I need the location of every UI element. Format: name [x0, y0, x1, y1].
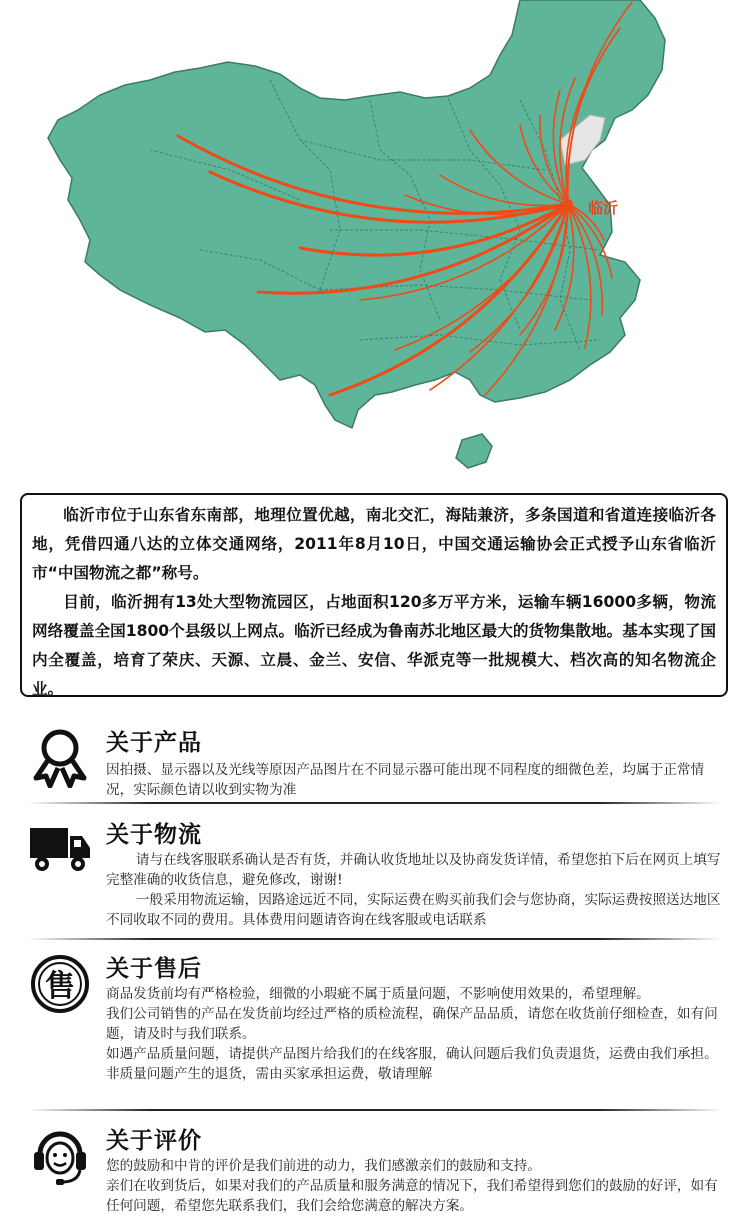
section-paragraph: 一般采用物流运输，因路途远近不同，实际运费在购买前我们会与您协商，实际运费按照送达地区不同收取不同的费用。具体费用问题请咨询在线客服或电话联系: [106, 892, 721, 928]
section-paragraph: 请与在线客服联系确认是否有货，并确认收货地址以及协商发货详情，希望您拍下后在网页上填写完整准确的收货信息，避免修改，谢谢!: [106, 852, 721, 888]
section-title: 关于物流: [106, 822, 202, 848]
award-ribbon-icon: [28, 724, 92, 788]
section-paragraph: 因拍摄、显示器以及光线等原因产品图片在不同显示器可能出现不同程度的细微色差，均属于正常情况，实际颜色请以收到实物为准: [106, 762, 705, 798]
linyi-hub-marker: [563, 199, 573, 209]
section-title: 关于售后: [106, 956, 202, 982]
section-title: 关于产品: [106, 730, 202, 756]
section-body: [106, 984, 724, 1084]
section-paragraph: 商品发货前均有严格检验，细微的小瑕疵不属于质量问题，不影响使用效果的，希望理解。: [106, 986, 650, 1002]
delivery-truck-icon: [28, 818, 92, 882]
section-title: 关于评价: [106, 1128, 202, 1154]
section-divider: [28, 1109, 722, 1111]
intro-text-box: [20, 493, 728, 697]
section-body: [106, 850, 724, 930]
section-divider: [28, 802, 722, 804]
section-paragraph: 如遇产品质量问题，请提供产品图片给我们的在线客服，确认问题后我们负责退货，运费由我们承担。非质量问题产生的退货，需由买家承担运费，敬请理解: [106, 1046, 718, 1082]
after-sales-badge-icon: [28, 952, 92, 1016]
city-label-linyi: 临沂: [588, 199, 619, 217]
section-body: [106, 1156, 724, 1216]
china-logistics-map: [0, 0, 750, 480]
section-divider: [28, 938, 722, 940]
section-paragraph: 我们公司销售的产品在发货前均经过严格的质检流程，确保产品品质，请您在收货前仔细检查，如有问题，请及时与我们联系。: [106, 1006, 718, 1042]
section-paragraph: 亲们在收到货后，如果对我们的产品质量和服务满意的情况下，我们希望得到您们的鼓励的好评，如有任何问题，希望您先联系我们，我们会给您满意的解决方案。: [106, 1178, 718, 1214]
section-paragraph: 您的鼓励和中肯的评价是我们前进的动力，我们感激亲们的鼓励和支持。: [106, 1158, 541, 1174]
section-body: [106, 760, 724, 800]
customer-service-headset-icon: [28, 1124, 92, 1188]
hainan-island-shape: [456, 434, 492, 468]
intro-paragraph: 临沂市位于山东省东南部，地理位置优越，南北交汇，海陆兼济，多条国道和省道连接临沂各地，凭借四通八达的立体交通网络，2011年8月10日，中国交通运输协会正式授予山东省临沂市“中国物流之都”称号。: [32, 506, 716, 582]
intro-paragraph: 目前，临沂拥有13处大型物流园区，占地面积120多万平方米，运输车辆16000多辆，物流网络覆盖全国1800个县级以上网点。临沂已经成为鲁南苏北地区最大的货物集散地。基本实现了国内全覆盖，培育了荣庆、天源、立晨、金兰、安信、华派克等一批规模大、档次高的知名物流企业。: [32, 593, 716, 698]
svg-text:售: 售: [45, 969, 75, 1004]
